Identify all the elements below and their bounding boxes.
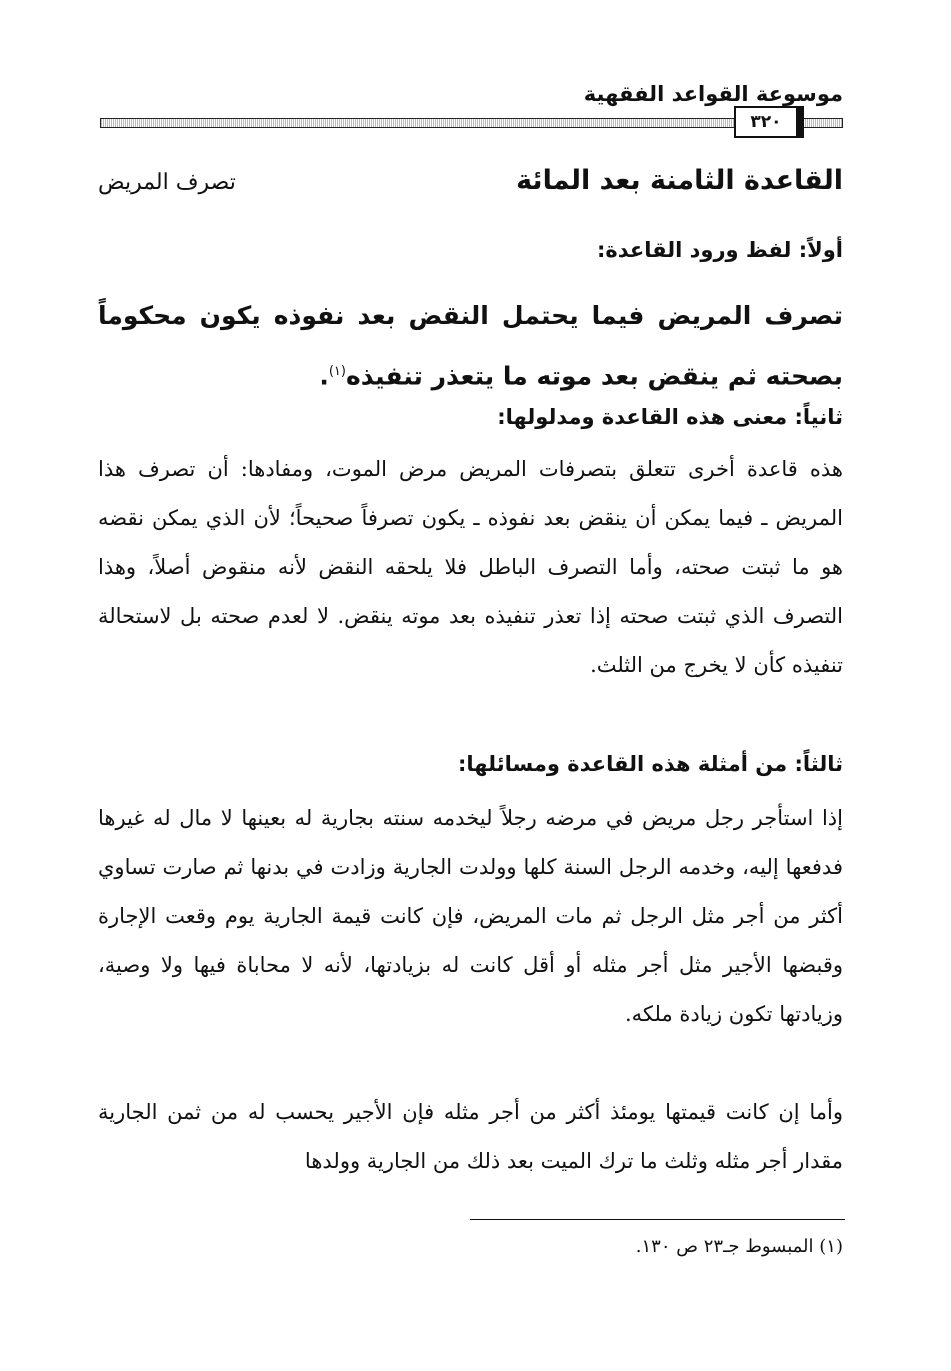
running-header: [0, 78, 951, 138]
footnote-marker: (١): [328, 364, 346, 379]
section-heading-2: ثانياً: معنى هذه القاعدة ومدلولها:: [497, 405, 843, 429]
chapter-subject: تصرف المريض: [98, 170, 236, 195]
example-paragraph-1: إذا استأجر رجل مريض في مرضه رجلاً ليخدمه سنته بجارية له بعينها لا مال له غيرها فدفعها إليه، وخدمه الرجل السنة كلها وولدت الجارية وزادت في بدنها ثم صارت تساوي أكثر من أجر مثل الرجل ثم مات المريض، فإن كانت قيمة الجارية يوم وقعت الإجارة وقبضها الأجير مثل أجر مثله أو أقل كانت له بزيادتها، لأنه لا محاباة فيها ولا وصية، وزيادتها تكون زيادة ملكه.: [98, 806, 843, 1026]
book-title: موسوعة القواعد الفقهية: [583, 82, 843, 106]
footnote-divider: [470, 1219, 845, 1220]
section-heading-1: أولاً: لفظ ورود القاعدة:: [596, 238, 843, 262]
page-number: ٣٢٠: [734, 106, 804, 138]
example-paragraph-2: وأما إن كانت قيمتها يومئذ أكثر من أجر مثله فإن الأجير يحسب له من ثمن الجارية مقدار أجر مثله وثلث ما ترك الميت بعد ذلك من الجارية وولدها: [98, 1100, 843, 1173]
rule-statement: [98, 288, 843, 404]
header-rule: [100, 118, 843, 128]
footnote: (١) المبسوط جـ٢٣ ص ١٣٠.: [635, 1236, 843, 1257]
meaning-paragraph: هذه قاعدة أخرى تتعلق بتصرفات المريض مرض الموت، ومفادها: أن تصرف هذا المريض ـ فيما يمكن أن ينقض بعد نفوذه ـ يكون تصرفاً صحيحاً؛ لأن الذي يمكن نقضه هو ما ثبتت صحته، وأما التصرف الباطل فلا يلحقه النقض لأنه منقوض أصلاً، وهذا التصرف الذي ثبتت صحته إذا تعذر تنفيذه بعد موته ينقض. لا لعدم صحته بل لاستحالة تنفيذه كأن لا يخرج من الثلث.: [98, 457, 844, 677]
chapter-title: القاعدة الثامنة بعد المائة: [516, 165, 843, 196]
rule-end: .: [319, 361, 329, 391]
section-heading-3: ثالثاً: من أمثلة هذه القاعدة ومسائلها:: [457, 752, 843, 776]
rule-text: تصرف المريض فيما يحتمل النقض بعد نفوذه يكون محكوماً بصحته ثم ينقض بعد موته ما يتعذر تنفيذه: [98, 301, 843, 391]
